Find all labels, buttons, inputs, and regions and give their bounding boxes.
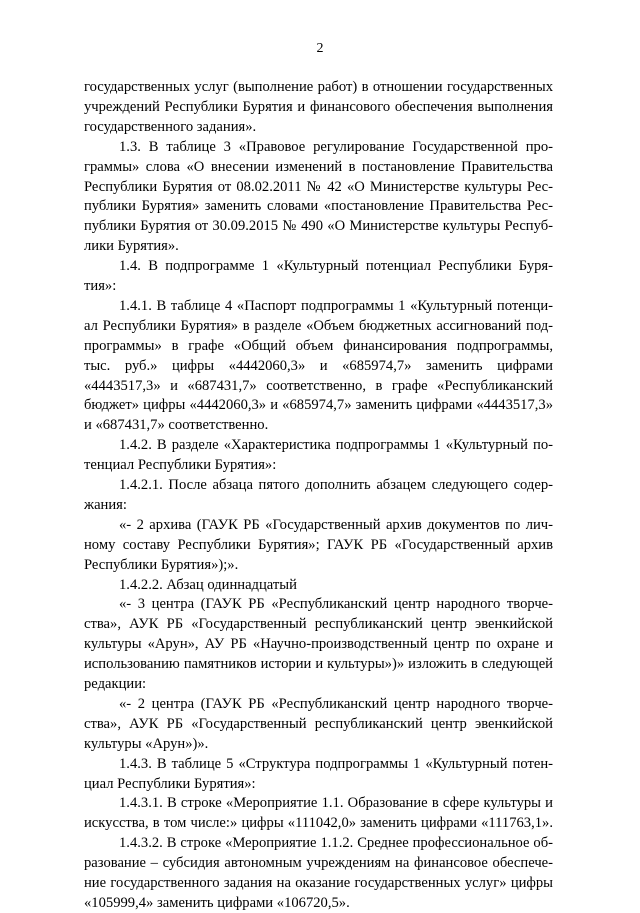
text-line: бюджет» цифры «4442060,3» и «685974,7» заменить цифрами «4443517,3»	[84, 397, 553, 414]
text-line: учреждений Республики Бурятия и финансового обеспечения выполнения	[84, 98, 553, 115]
text-line: граммы» слова «О внесении изменений в постановление Правительства	[84, 158, 553, 175]
text-line: государственного задания».	[84, 118, 257, 135]
text-line: ства», АУК РБ «Государственный республиканский центр эвенкийской	[84, 616, 553, 633]
text-line: редакции:	[84, 676, 147, 692]
text-line: и «687431,7» соответственно.	[84, 417, 269, 434]
text-line: 1.4.3.1. В строке «Мероприятие 1.1. Образование в сфере культуры и	[119, 795, 553, 812]
text-line: «- 2 архива (ГАУК РБ «Государственный архив документов по лич-	[119, 516, 553, 533]
text-line: жания:	[84, 496, 127, 513]
text-line: 1.4.2.1. После абзаца пятого дополнить абзацем следующего содер-	[119, 477, 553, 493]
text-line: циал Республики Бурятия»:	[84, 775, 256, 792]
text-line: использованию памятников истории и культуры»)» изложить в следующей	[84, 656, 553, 673]
text-line: искусства, в том числе:» цифры «111042,0» заменить цифрами «111763,1».	[84, 815, 553, 832]
text-line: «4443517,3» и «687431,7» соответственно, в графе «Республиканский	[84, 377, 553, 394]
text-line: программы» в графе «Общий объем финансирования подпрограммы,	[84, 337, 553, 354]
text-line: Республики Бурятия от 08.02.2011 № 42 «О Министерстве культуры Рес-	[84, 178, 553, 195]
text-line: ному составу Республики Бурятия»; ГАУК РБ «Государственный архив	[84, 536, 553, 553]
text-line: Республики Бурятия»);».	[84, 556, 239, 573]
text-line: 1.4.3.2. В строке «Мероприятие 1.1.2. Среднее профессиональное об-	[119, 835, 553, 852]
text-line: разование – субсидия автономным учреждениям на финансовое обеспече-	[84, 855, 553, 872]
text-line: государственных услуг (выполнение работ) в отношении государственных	[84, 79, 553, 95]
text-line: тыс. руб.» цифры «4442060,3» и «685974,7» заменить цифрами	[84, 357, 553, 374]
text-line: тенциал Республики Бурятия»:	[84, 457, 277, 474]
text-line: 1.3. В таблице 3 «Правовое регулирование Государственной про-	[119, 138, 553, 155]
text-line: публики Бурятия» заменить словами «постановление Правительства Рес-	[84, 198, 553, 215]
page-number: 2	[316, 41, 324, 56]
text-line: 1.4.2. В разделе «Характеристика подпрограммы 1 «Культурный по-	[119, 437, 553, 454]
text-line: культуры «Арун», АУ РБ «Научно-производственный центр по охране и	[84, 636, 553, 653]
text-line: «105999,4» заменить цифрами «106720,5».	[84, 894, 350, 911]
text-line: публики Бурятия от 30.09.2015 № 490 «О Министерстве культуры Респуб-	[84, 218, 553, 235]
text-line: «- 3 центра (ГАУК РБ «Республиканский центр народного творче-	[119, 596, 553, 613]
text-line: ства», АУК РБ «Государственный республиканский центр эвенкийской	[84, 715, 553, 732]
text-line: 1.4.2.2. Абзац одиннадцатый	[119, 576, 297, 593]
text-line: ние государственного задания на оказание государственных услуг» цифры	[84, 875, 553, 891]
text-line: 1.4. В подпрограмме 1 «Культурный потенциал Республики Буря-	[119, 258, 553, 275]
text-line: лики Бурятия».	[84, 238, 179, 255]
text-line: 1.4.1. В таблице 4 «Паспорт подпрограммы 1 «Культурный потенци-	[119, 297, 553, 314]
text-line: ал Республики Бурятия» в разделе «Объем бюджетных ассигнований под-	[84, 317, 553, 334]
text-line: 1.4.3. В таблице 5 «Структура подпрограммы 1 «Культурный потен-	[119, 755, 553, 772]
text-line: «- 2 центра (ГАУК РБ «Республиканский центр народного творче-	[119, 695, 553, 712]
text-line: культуры «Арун»)».	[84, 735, 209, 752]
text-line: тия»:	[84, 278, 117, 294]
